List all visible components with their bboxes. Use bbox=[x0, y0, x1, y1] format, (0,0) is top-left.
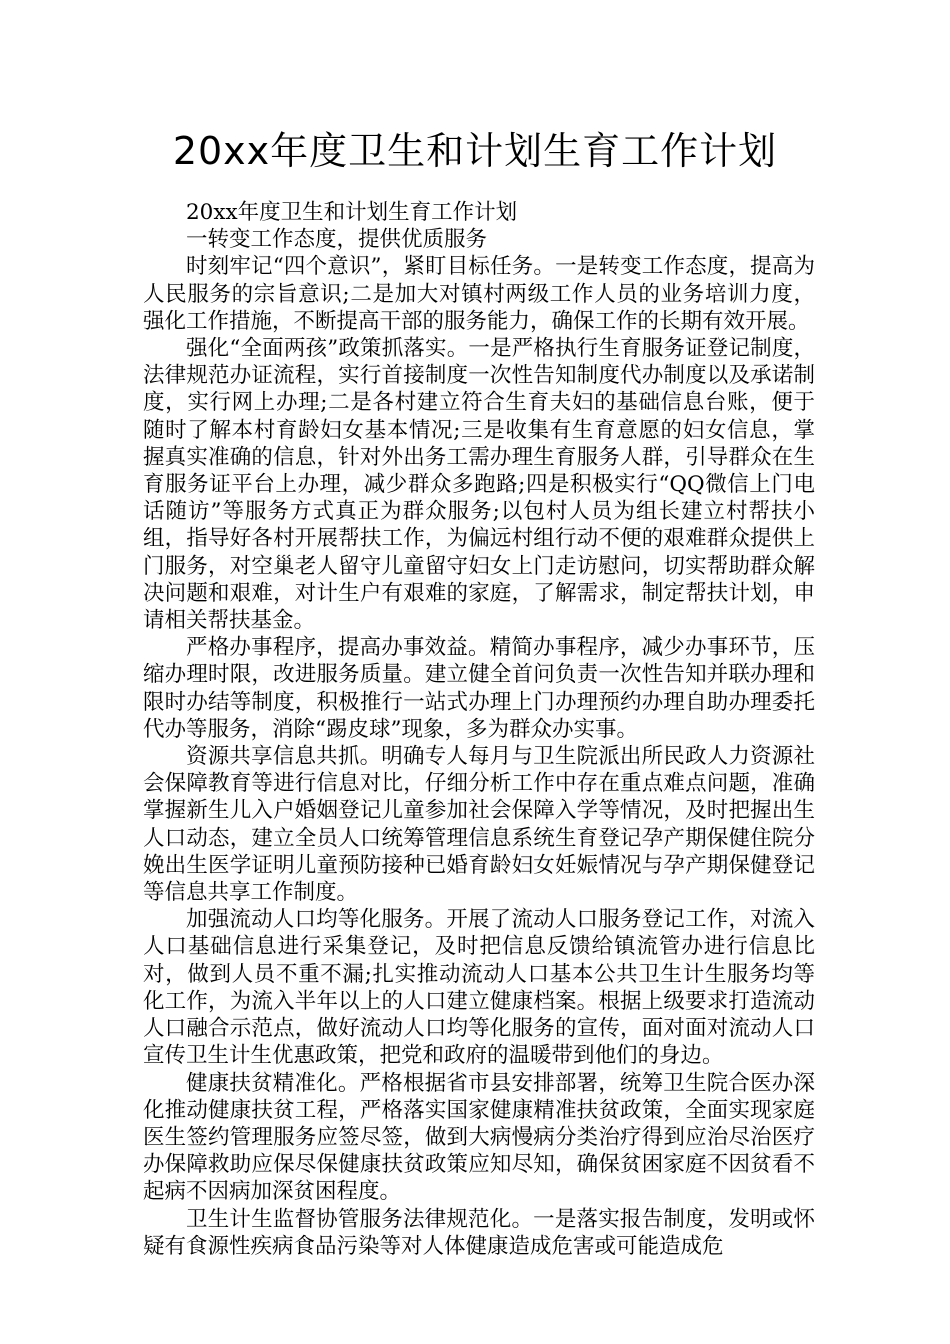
body-paragraph: 时刻牢记“四个意识”，紧盯目标任务。一是转变工作态度，提高为人民服务的宗旨意识;二是加大对镇村两级工作人员的业务培训力度，强化工作措施，不断提高干部的服务能力，确保工作的长期有效开展。 bbox=[143, 254, 815, 334]
body-paragraph: 20xx年度卫生和计划生育工作计划 bbox=[186, 200, 518, 225]
body-paragraph: 强化“全面两孩”政策抓落实。一是严格执行生育服务证登记制度，法律规范办证流程，实行首接制度一次性告知制度代办制度以及承诺制度，实行网上办理;二是各村建立符合生育夫妇的基础信息台账，便于随时了解本村育龄妇女基本情况;三是收集有生育意愿的妇女信息，掌握真实准确的信息，针对外出务工需办理生育服务人群，引导群众在生育服务证平台上办理，减少群众多跑路;四是积极实行“QQ微信上门电话随访”等服务方式真正为群众服务;以包村人员为组长建立村帮扶小组，指导好各村开展帮扶工作，为偏远村组行动不便的艰难群众提供上门服务，对空巢老人留守儿童留守妇女上门走访慰问，切实帮助群众解决问题和艰难，对计生户有艰难的家庭，了解需求，制定帮扶计划，申请相关帮扶基金。 bbox=[143, 336, 815, 634]
body-paragraph: 一转变工作态度，提供优质服务 bbox=[186, 227, 488, 253]
body-paragraph: 健康扶贫精准化。严格根据省市县安排部署，统筹卫生院合医办深化推动健康扶贫工程，严格落实国家健康精准扶贫政策，全面实现家庭医生签约管理服务应签尽签，做到大病慢病分类治疗得到应治尽治医疗办保障救助应保尽保健康扶贫政策应知尽知，确保贫困家庭不因贫看不起病不因病加深贫困程度。 bbox=[143, 1070, 815, 1205]
body-paragraph: 严格办事程序，提高办事效益。精简办事程序，减少办事环节，压缩办理时限，改进服务质量。建立健全首问负责一次性告知并联办理和限时办结等制度，积极推行一站式办理上门办理预约办理自助办理委托代办等服务，消除“踢皮球”现象，多为群众办实事。 bbox=[143, 635, 815, 742]
body-paragraph: 加强流动人口均等化服务。开展了流动人口服务登记工作，对流入人口基础信息进行采集登记，及时把信息反馈给镇流管办进行信息比对，做到人员不重不漏;扎实推动流动人口基本公共卫生计生服务均等化工作，为流入半年以上的人口建立健康档案。根据上级要求打造流动人口融合示范点，做好流动人口均等化服务的宣传，面对面对流动人口宣传卫生计生优惠政策，把党和政府的温暖带到他们的身边。 bbox=[143, 907, 815, 1069]
body-paragraph: 卫生计生监督协管服务法律规范化。一是落实报告制度，发明或怀疑有食源性疾病食品污染等对人体健康造成危害或可能造成危 bbox=[143, 1206, 815, 1259]
document-body bbox=[143, 199, 815, 1260]
document-title: 20xx年度卫生和计划生育工作计划 bbox=[172, 129, 778, 173]
body-paragraph: 资源共享信息共抓。明确专人每月与卫生院派出所民政人力资源社会保障教育等进行信息对比，仔细分析工作中存在重点难点问题，准确掌握新生儿入户婚姻登记儿童参加社会保障入学等情况，及时把握出生人口动态，建立全员人口统筹管理信息系统生育登记孕产期保健住院分娩出生医学证明儿童预防接种已婚育龄妇女妊娠情况与孕产期保健登记等信息共享工作制度。 bbox=[143, 744, 815, 906]
